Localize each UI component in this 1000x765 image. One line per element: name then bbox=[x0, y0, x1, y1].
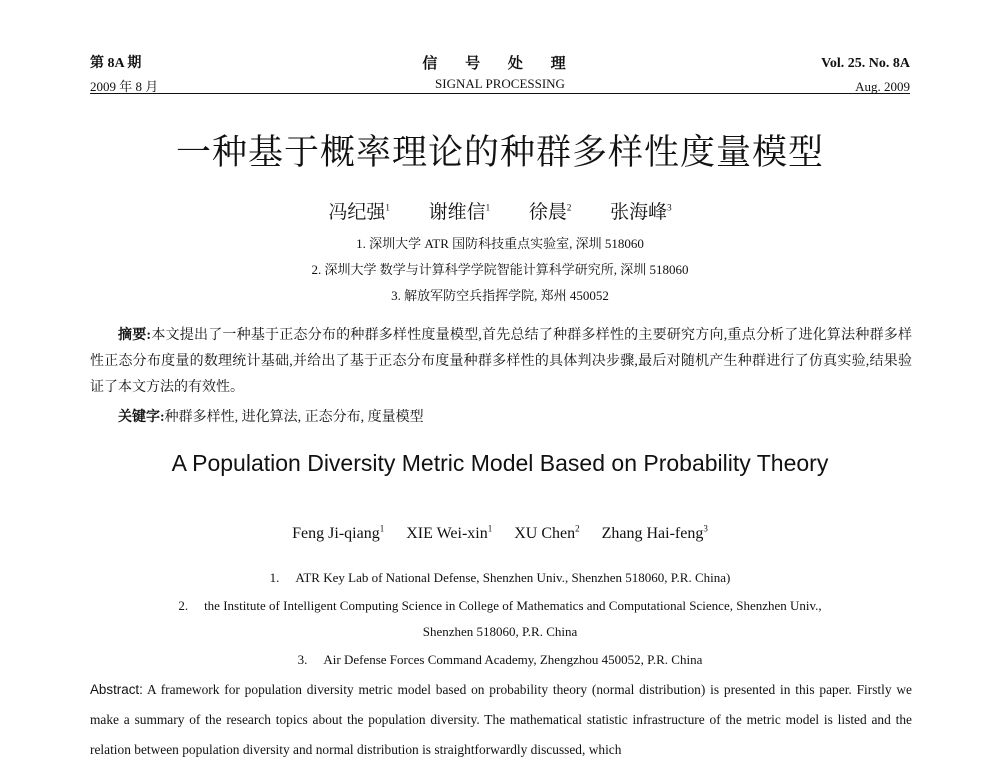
author-en: XIE Wei-xin$^1$ bbox=[406, 524, 493, 543]
journal-title-cn: 信 号 处 理 bbox=[422, 56, 578, 72]
author-en: XU Chen$^2$ bbox=[514, 524, 580, 543]
header-row-top bbox=[90, 52, 910, 72]
volume-number: Vol. 25. No. 8A bbox=[821, 56, 910, 71]
header-rule bbox=[90, 93, 910, 94]
affiliation-en: Shenzhen 518060, P.R. China bbox=[422, 624, 578, 639]
affiliation-en: 2. the Institute of Intelligent Computing Science in College of Mathematics and Computational Science, Shenzhen Univ., bbox=[178, 598, 822, 613]
affiliation-en: 3. Air Defense Forces Command Academy, Zhengzhou 450052, P.R. China bbox=[297, 652, 703, 667]
author-en: Zhang Hai-feng$^3$ bbox=[601, 524, 708, 543]
paper-title-cn: 一种基于概率理论的种群多样性度量模型 bbox=[175, 133, 824, 173]
paper-title-en: A Population Diversity Metric Model Based on Probability Theory bbox=[171, 450, 829, 476]
date-cn: 2009 年 8 月 bbox=[90, 79, 159, 94]
abstract-cn-text: 本文提出了一种基于正态分布的种群多样性度量模型,首先总结了种群多样性的主要研究方向,重点分析了进化算法种群多样性正态分布度量的数理统计基础,并给出了基于正态分布度量种群多样性的具体判决步骤,最后对随机产生种群进行了仿真实验,结果验证了本文方法的有效性。 bbox=[90, 328, 913, 395]
abstract-en-text: A framework for population diversity metric model based on probability theory (normal distribution) is presented in this paper. Firstly we make a summary of the research topics about the population diversity. The mathematical statistic infrastructure of the metric model is listed and the relation between population diversity and normal distribution is straightforwardly discussed, which bbox=[90, 682, 912, 757]
affiliation-cn: 1. 深圳大学 ATR 国防科技重点实验室, 深圳 518060 bbox=[356, 236, 644, 251]
author-cn: 张海峰$^3$ bbox=[610, 202, 672, 223]
affiliation-cn: 2. 深圳大学 数学与计算科学学院智能计算科学研究所, 深圳 518060 bbox=[311, 262, 689, 277]
abstract-en-label: Abstract: bbox=[90, 682, 143, 697]
keywords-cn-label: 关键字: bbox=[118, 410, 165, 425]
author-en: Feng Ji-qiang$^1$ bbox=[292, 524, 385, 543]
running-header bbox=[90, 50, 910, 96]
abstract-cn-label: 摘要: bbox=[118, 328, 152, 343]
keywords-cn-text: 种群多样性, 进化算法, 正态分布, 度量模型 bbox=[164, 410, 424, 425]
abstract-en bbox=[90, 675, 912, 765]
journal-title-en: SIGNAL PROCESSING bbox=[435, 76, 565, 91]
affiliation-cn: 3. 解放军防空兵指挥学院, 郑州 450052 bbox=[391, 288, 609, 303]
date-en: Aug. 2009 bbox=[855, 79, 910, 94]
keywords-cn bbox=[118, 406, 424, 426]
author-cn: 谢维信$^1$ bbox=[428, 202, 491, 223]
author-list-en bbox=[0, 524, 1000, 543]
abstract-cn bbox=[90, 323, 912, 401]
author-list-cn bbox=[0, 197, 1000, 224]
author-cn: 徐晨$^2$ bbox=[528, 202, 572, 223]
author-cn: 冯纪强$^1$ bbox=[328, 202, 390, 223]
affiliation-en: 1. ATR Key Lab of National Defense, Shenzhen Univ., Shenzhen 518060, P.R. China) bbox=[269, 570, 731, 585]
issue-number: 第 8A 期 bbox=[90, 56, 142, 71]
